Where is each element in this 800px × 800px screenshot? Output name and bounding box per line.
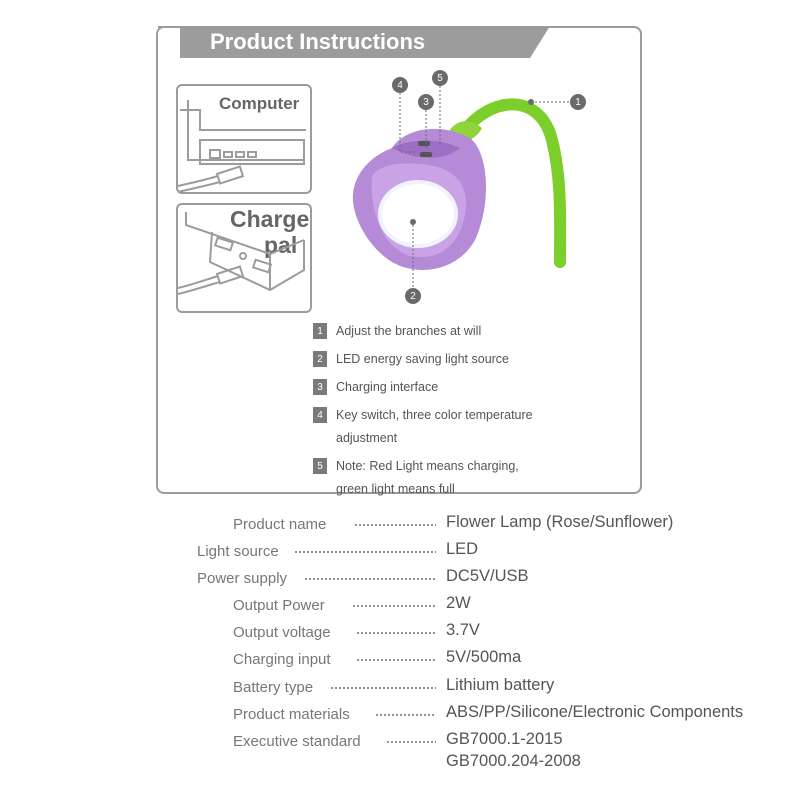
spec-row [233,594,325,616]
legend-text: Charging interface [336,380,439,394]
callout-2: 2 [405,288,421,304]
spec-leader [330,687,436,689]
spec-label: Output Power [233,596,325,614]
spec-label: Product materials [233,705,350,723]
feature-legend [313,320,613,506]
power-bank-drawing [178,212,304,294]
spec-leader [354,524,436,526]
legend-number: 5 [313,458,327,474]
spec-label: Output voltage [233,623,331,641]
legend-number: 2 [313,351,327,367]
spec-label: Battery type [233,678,314,696]
callout-1: 1 [570,94,586,110]
spec-value: ABS/PP/Silicone/Electronic Components [446,703,744,721]
spec-value: 5V/500ma [446,648,522,666]
spec-value: Flower Lamp (Rose/Sunflower) [446,513,674,531]
panel-title: Product Instructions [180,26,530,58]
spec-leader [352,605,436,607]
spec-leader [294,551,436,553]
spec-row [197,540,279,562]
laptop-drawing [178,100,306,192]
spec-row [233,621,331,643]
spec-label: Executive standard [233,732,361,750]
legend-number: 1 [313,323,327,339]
callout-5: 5 [432,70,448,86]
legend-item [313,404,563,450]
charge-pal-label-line1: Charge [230,206,310,232]
spec-leader [356,659,436,661]
spec-row [233,648,331,670]
legend-item [313,455,553,501]
spec-leader [386,741,436,743]
spec-row [233,730,361,752]
legend-number: 3 [313,379,327,395]
callout-4: 4 [392,77,408,93]
flower-lamp-drawing [353,104,560,270]
spec-value: 3.7V [446,621,480,639]
computer-label: Computer [219,94,300,113]
charge-pal-label-line2: pal [264,232,298,258]
spec-label: Charging input [233,650,331,668]
legend-text: LED energy saving light source [336,352,510,366]
legend-text: Key switch, three color temperature adjustment [336,408,533,445]
spec-row [233,676,313,698]
spec-value: GB7000.1-2015 [446,730,563,748]
legend-text: Note: Red Light means charging, green light means full [336,459,519,496]
spec-value: 2W [446,594,471,612]
spec-value: DC5V/USB [446,567,529,585]
legend-item [313,348,613,371]
spec-row [197,567,287,589]
legend-number: 4 [313,407,327,423]
spec-row [233,703,350,725]
spec-label: Light source [197,542,279,560]
spec-value: LED [446,540,479,558]
legend-item [313,376,613,399]
spec-leader [356,632,436,634]
spec-value-secondary: GB7000.204-2008 [446,752,581,770]
spec-label: Product name [233,515,327,533]
callout-3: 3 [418,94,434,110]
spec-leader [304,578,436,580]
spec-label: Power supply [197,569,288,587]
legend-item [313,320,613,343]
spec-value: Lithium battery [446,676,555,694]
spec-row [233,513,326,535]
legend-text: Adjust the branches at will [336,324,482,338]
spec-leader [375,714,436,716]
